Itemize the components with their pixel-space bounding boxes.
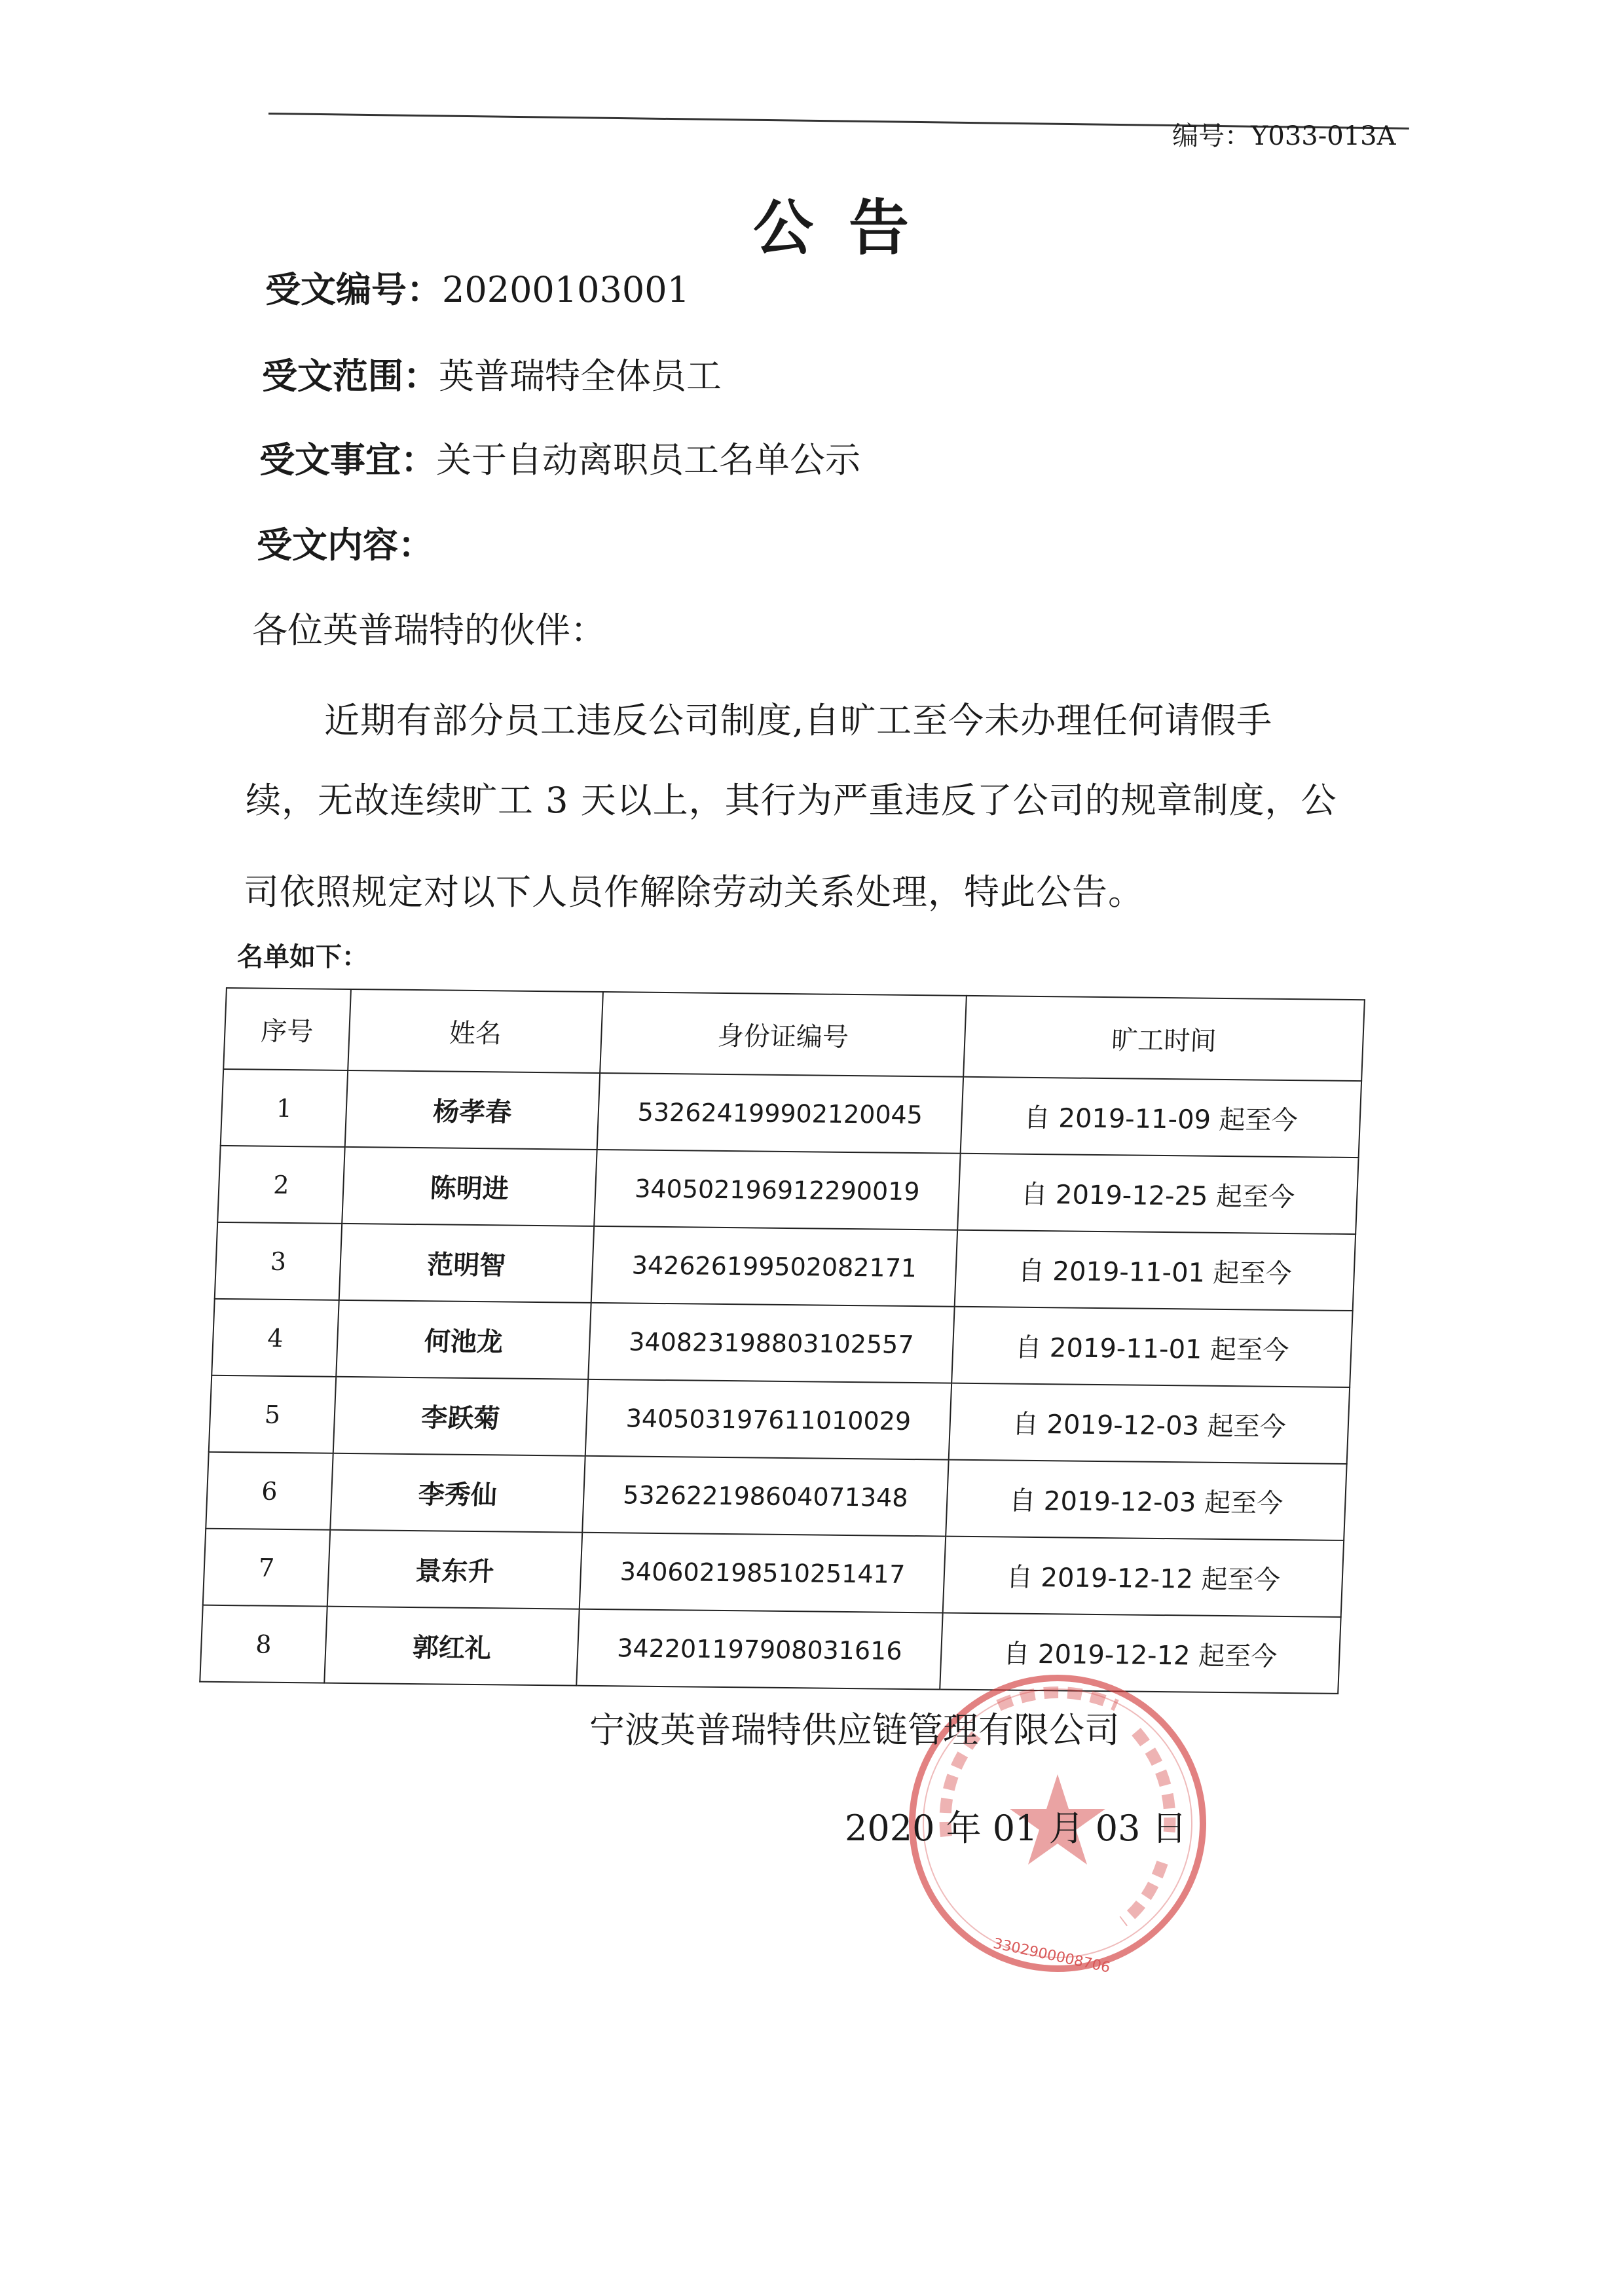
field-scope <box>262 348 722 399</box>
table-row <box>209 1376 1350 1464</box>
cell-name: 景东升 <box>327 1530 582 1609</box>
cell-name: 陈明进 <box>342 1147 597 1226</box>
field-document-number <box>265 262 690 312</box>
cell-time: 自 2019-12-03 起至今 <box>946 1460 1346 1540</box>
page-title: 公告 <box>753 193 945 263</box>
company-name: 宁波英普瑞特供应链管理有限公司 <box>589 1709 1120 1751</box>
cell-name: 杨孝春 <box>345 1070 600 1150</box>
cell-index: 2 <box>217 1146 344 1224</box>
table-row <box>215 1222 1356 1311</box>
cell-name: 郭红礼 <box>324 1607 579 1686</box>
cell-index: 5 <box>209 1376 336 1453</box>
table-row <box>206 1452 1346 1540</box>
table-header-row <box>223 988 1365 1081</box>
table-row <box>203 1529 1344 1617</box>
cell-time: 自 2019-11-09 起至今 <box>961 1077 1361 1157</box>
employee-table <box>199 987 1364 1694</box>
cell-index: 8 <box>200 1605 327 1683</box>
field-label: 受文事宜： <box>259 439 436 481</box>
paragraph-line: 司依照规定对以下人员作解除劳动关系处理，特此公告。 <box>244 871 1144 913</box>
cell-id: 340502196912290019 <box>594 1150 960 1230</box>
field-subject <box>259 432 860 483</box>
table-row <box>217 1146 1358 1234</box>
cell-time: 自 2019-12-25 起至今 <box>957 1154 1358 1234</box>
table-row <box>212 1299 1352 1387</box>
field-label: 受文编号： <box>265 269 442 310</box>
cell-name: 何池龙 <box>336 1300 591 1379</box>
cell-id: 340503197611010029 <box>585 1379 951 1460</box>
paragraph-line: 近期有部分员工违反公司制度,自旷工至今未办理任何请假手 <box>324 700 1273 741</box>
table-row <box>221 1069 1361 1157</box>
sign-date: 2020 年 01 月 03 日 <box>845 1808 1187 1849</box>
salutation: 各位英普瑞特的伙伴： <box>252 610 606 651</box>
cell-name: 李秀仙 <box>330 1453 585 1533</box>
cell-id: 532622198604071348 <box>582 1456 948 1537</box>
header-name: 姓名 <box>348 989 603 1073</box>
cell-id: 342201197908031616 <box>576 1609 942 1690</box>
cell-name: 范明智 <box>339 1224 594 1303</box>
cell-name: 李跃菊 <box>333 1377 588 1456</box>
cell-index: 7 <box>203 1529 330 1607</box>
header-index: 序号 <box>223 988 351 1070</box>
cell-time: 自 2019-11-01 起至今 <box>955 1230 1356 1311</box>
field-label: 受文内容： <box>257 524 434 566</box>
cell-time: 自 2019-11-01 起至今 <box>951 1307 1352 1387</box>
header-absence-time: 旷工时间 <box>963 996 1365 1081</box>
cell-id: 340602198510251417 <box>580 1533 946 1613</box>
cell-time: 自 2019-12-12 起至今 <box>940 1613 1340 1694</box>
cell-time: 自 2019-12-03 起至今 <box>949 1383 1350 1464</box>
cell-time: 自 2019-12-12 起至今 <box>943 1537 1344 1617</box>
header-id: 身份证编号 <box>600 992 967 1077</box>
seal-code: 3302900008706 <box>991 1935 1112 1977</box>
cell-index: 4 <box>212 1299 339 1377</box>
field-label: 受文范围： <box>262 355 439 397</box>
doc-number: 编号：Y033-013A <box>1172 121 1396 151</box>
field-value: 关于自动离职员工名单公示 <box>436 439 860 481</box>
cell-id: 532624199902120045 <box>597 1073 963 1154</box>
cell-index: 6 <box>206 1452 333 1530</box>
field-content <box>257 517 434 568</box>
field-value: 英普瑞特全体员工 <box>439 355 722 397</box>
cell-id: 342626199502082171 <box>591 1226 957 1307</box>
cell-index: 3 <box>215 1222 342 1300</box>
field-value: 20200103001 <box>442 269 690 310</box>
paragraph-line: 续，无故连续旷工 3 天以上，其行为严重违反了公司的规章制度，公 <box>246 780 1337 821</box>
list-label: 名单如下： <box>237 942 368 972</box>
cell-id: 340823198803102557 <box>588 1303 954 1383</box>
cell-index: 1 <box>221 1069 348 1147</box>
